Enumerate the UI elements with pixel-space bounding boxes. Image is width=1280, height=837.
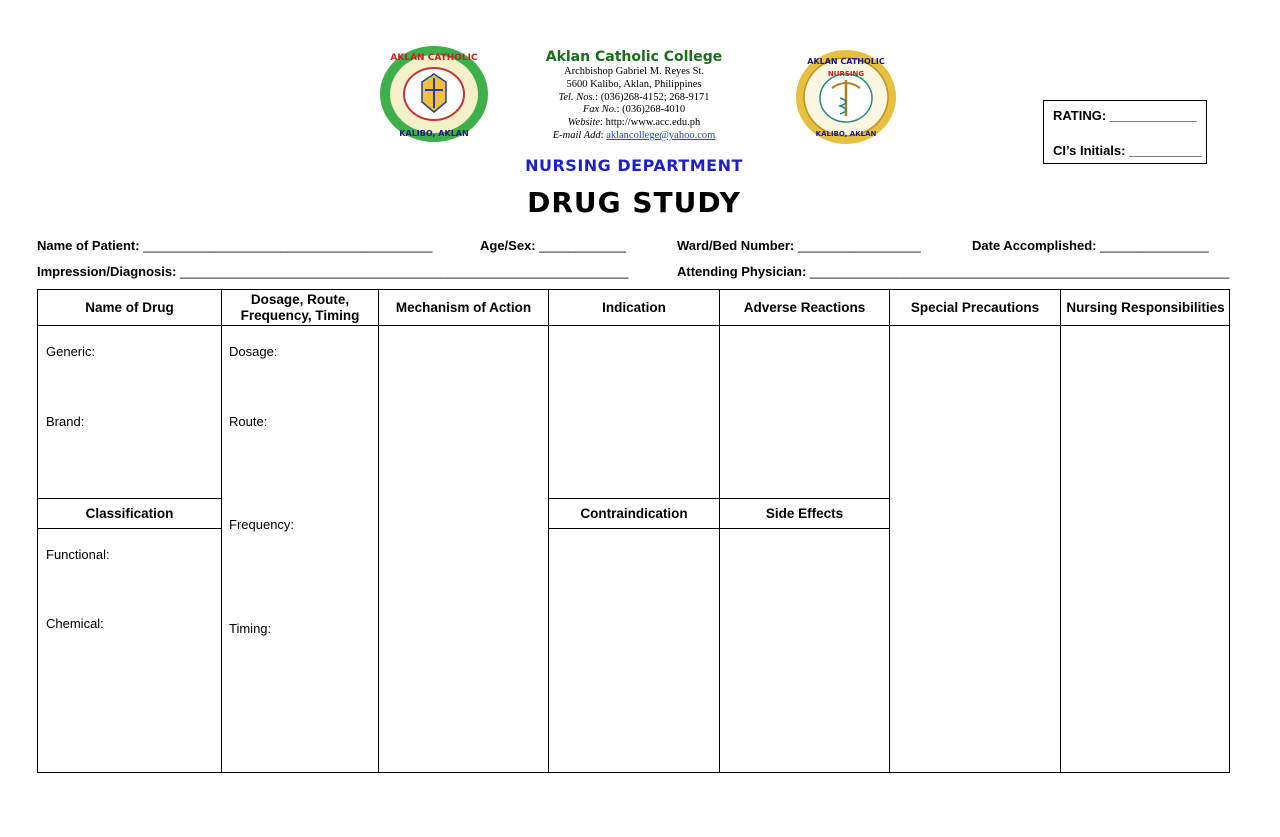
street-address: Archbishop Gabriel M. Reyes St. [564,66,704,77]
section-divider [548,528,889,529]
subheader-side-effects: Side Effects [765,506,844,521]
header-divider [38,325,1230,326]
dosage-label: Dosage: [229,344,278,359]
website-label: Website [567,117,601,129]
patient-name-line: ________________________________________ [143,238,433,253]
department-title: NURSING DEPARTMENT [525,156,743,175]
svg-text:KALIBO, AKLAN: KALIBO, AKLAN [399,129,469,138]
column-divider [221,290,222,772]
drug-study-table [37,289,1230,773]
column-divider [548,290,549,772]
college-name: Aklan Catholic College [545,49,723,65]
fax-value: : (036)268-4010 [616,104,686,116]
svg-text:AKLAN CATHOLIC: AKLAN CATHOLIC [390,53,478,63]
fax-label: Fax No. [582,104,617,116]
column-divider [1060,290,1061,772]
website-line [500,117,768,130]
svg-text:AKLAN CATHOLIC: AKLAN CATHOLIC [807,57,885,66]
website-value: : http://www.acc.edu.ph [600,117,701,129]
age-sex-line: ____________ [539,238,627,253]
ci-initials-field[interactable]: CI’s Initials: __________ [1053,143,1202,158]
header-mechanism-of-action: Mechanism of Action [395,299,532,315]
ward-bed-label: Ward/Bed Number: [677,238,795,253]
college-seal-logo [378,44,490,144]
brand-label: Brand: [46,414,85,429]
header-name-of-drug: Name of Drug [85,299,174,315]
chemical-label: Chemical: [46,616,104,631]
ward-bed-line: _________________ [797,238,921,253]
nursing-seal-logo [794,48,898,146]
rating-field[interactable]: RATING: ____________ [1053,108,1197,123]
attending-physician-field[interactable] [677,264,1229,279]
header-adverse-reactions: Adverse Reactions [743,299,866,315]
page-title: DRUG STUDY [527,186,741,219]
header-dosage-route: Dosage, Route, Frequency, Timing [240,291,360,323]
rating-box [1043,100,1207,164]
svg-text:KALIBO, AKLAN: KALIBO, AKLAN [815,130,877,138]
telephone-line [500,92,768,105]
tel-value: : (036)268-4152; 268-9171 [595,91,710,103]
attending-physician-label: Attending Physician: [677,264,807,279]
age-sex-field[interactable] [480,238,626,253]
patient-name-label: Name of Patient: [37,238,140,253]
ward-bed-field[interactable] [677,238,921,253]
impression-diagnosis-line: ______________________________________________________________ [180,264,629,279]
age-sex-label: Age/Sex: [480,238,536,253]
timing-label: Timing: [229,621,272,636]
patient-name-field[interactable] [37,238,432,253]
generic-label: Generic: [46,344,96,359]
header-nursing-responsibilities: Nursing Responsibilities [1066,299,1225,315]
frequency-label: Frequency: [229,517,295,532]
attending-physician-line: __________________________________________________________ [809,264,1230,279]
city-address: 5600 Kalibo, Aklan, Philippines [566,78,702,90]
column-divider [378,290,379,772]
section-divider [38,528,221,529]
fax-line [500,104,768,117]
tel-label: Tel. Nos. [558,91,596,103]
header-indication: Indication [602,299,666,315]
column-divider [889,290,890,772]
svg-text:NURSING: NURSING [827,70,865,78]
email-label: E-mail Add [552,129,601,141]
subheader-contraindication: Contraindication [580,506,688,521]
impression-diagnosis-label: Impression/Diagnosis: [37,264,177,279]
subheader-classification: Classification [85,506,174,521]
route-label: Route: [229,414,268,429]
header-special-precautions: Special Precautions [910,299,1040,315]
email-line: E-mail Add: aklancollege@yahoo.com [552,129,716,141]
functional-label: Functional: [46,547,110,562]
date-accomplished-field[interactable] [972,238,1209,253]
column-divider [719,290,720,772]
impression-diagnosis-field[interactable] [37,264,628,279]
date-accomplished-label: Date Accomplished: [972,238,1097,253]
college-header [500,48,768,143]
email-link[interactable]: aklancollege@yahoo.com [606,129,716,141]
date-accomplished-line: _______________ [1100,238,1209,253]
